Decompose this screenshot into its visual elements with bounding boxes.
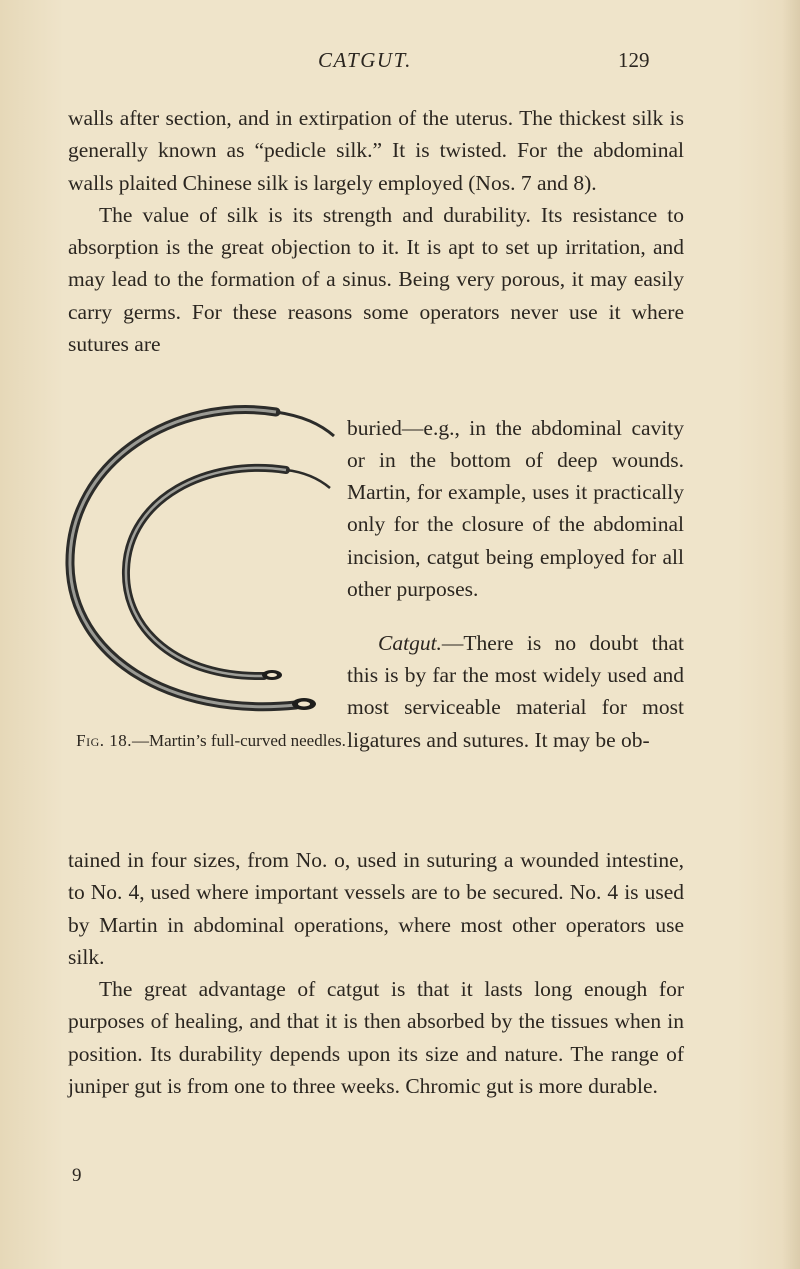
body-text-bottom (68, 844, 684, 1102)
section-heading: Catgut. (378, 630, 442, 655)
paragraph: tained in four sizes, from No. o, used in suturing a wounded intestine, to No. 4, used where important vessels are to be secured. No. 4 is used by Martin in abdominal operations, where most other operators use silk. (68, 848, 684, 969)
figure-caption-text: —Martin’s full-curved needles. (132, 731, 346, 750)
curved-needles-illustration (58, 400, 338, 730)
body-text-right-column (347, 390, 684, 777)
needle-figure (58, 400, 338, 730)
figure-label: Fig. 18. (76, 731, 132, 750)
running-title: CATGUT. (318, 48, 412, 72)
paragraph: buried—e.g., in the abdominal cavity or in the bottom of deep wounds. Martin, for example, uses it practically only for the closure of the abdominal incision, catgut being employed for all other purposes. (347, 415, 684, 601)
page-edge-shadow (782, 0, 800, 1269)
paragraph: The value of silk is its strength and durability. Its resistance to absorption is the great objection to it. It is apt to set up irritation, and may lead to the formation of a sinus. Being very porous, it may easily carry germs. For these reasons some operators never use it where sutures are (68, 202, 684, 357)
page-number: 129 (618, 48, 650, 72)
signature-mark: 9 (72, 1165, 82, 1186)
paragraph-text: —There is no doubt that this is by far the most widely used and most serviceable material for most ligatures and sutures. It may be ob- (347, 630, 684, 752)
inner-needle (126, 468, 330, 680)
running-head (0, 48, 800, 80)
body-text-top (68, 102, 684, 360)
paragraph: walls after section, and in extirpation of the uterus. The thickest silk is generally known as “pedicle silk.” It is twisted. For the abdominal walls plaited Chinese silk is largely employed (Nos. 7 and 8). (68, 106, 684, 195)
figure-caption (76, 731, 346, 751)
paragraph (347, 627, 684, 756)
paragraph: The great advantage of catgut is that it lasts long enough for purposes of healing, and that it is then absorbed by the tissues when in position. Its durability depends upon its size and nature. The range of juniper gut is from one to three weeks. Chromic gut is more durable. (68, 977, 684, 1099)
